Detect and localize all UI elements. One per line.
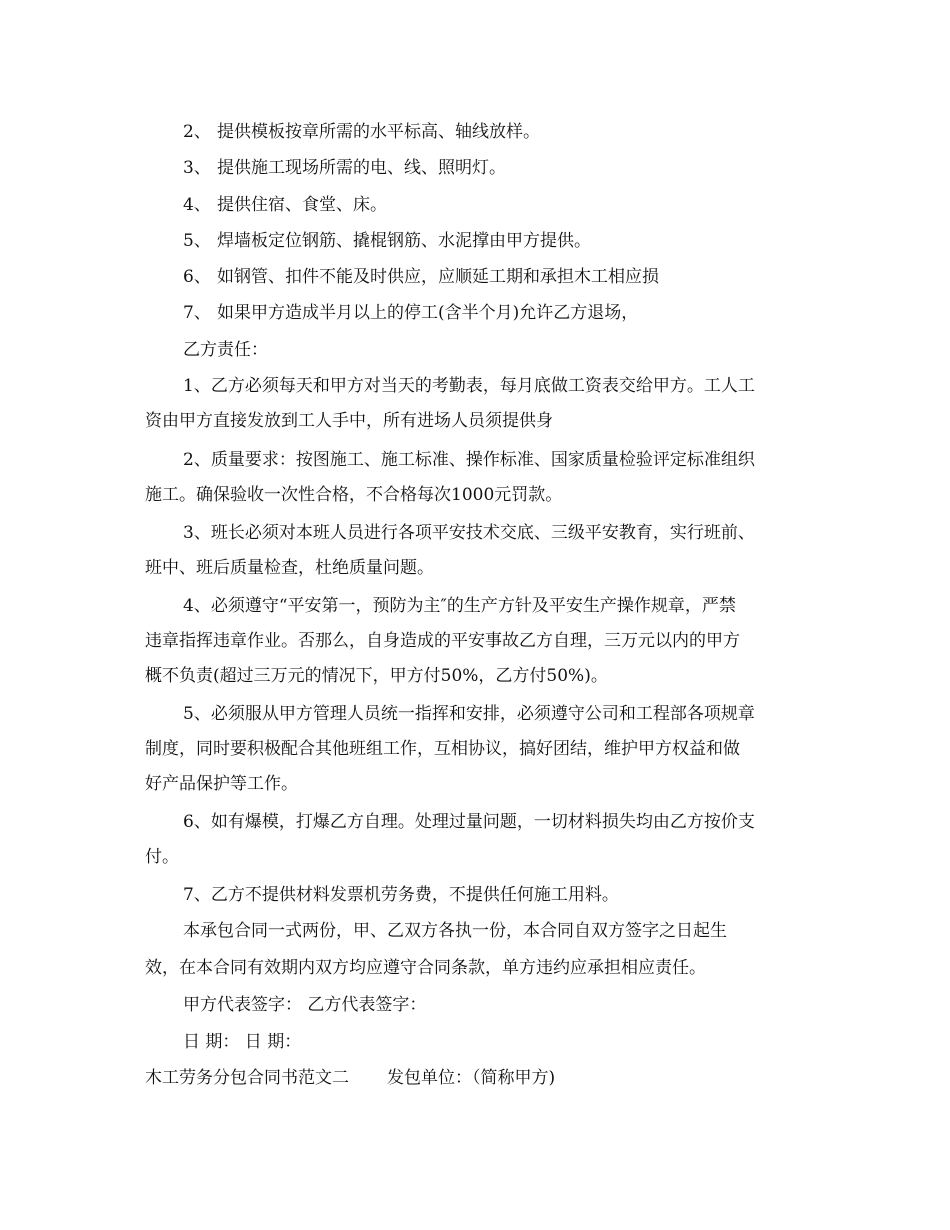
party-b-item-line: 6、如有爆模，打爆乙方自理。处理过量问题，一切材料损失均由乙方按价支 [183,812,755,832]
party-b-item-line: 班中、班后质量检查，杜绝质量问题。 [145,558,434,578]
party-b-item-line: 3、班长必须对本班人员进行各项平安技术交底、三级平安教育，实行班前、 [183,523,755,543]
provision-text: 提供模板按章所需的水平标高、轴线放样。 [217,122,540,142]
party-b-item-line: 1、乙方必须每天和甲方对当天的考勤表，每月底做工资表交给甲方。工人工 [183,376,755,396]
party-b-item-line: 4、必须遵守“平安第一，预防为主″的生产方针及平安生产操作规章，严禁 [183,596,736,616]
next-contract-title: 木工劳务分包合同书范文二 [145,1068,349,1088]
next-contract-line [145,1067,555,1089]
signature-line: 甲方代表签字： 乙方代表签字： [183,995,427,1015]
party-b-item-line: 制度，同时要积极配合其他班组工作，互相协议，搞好团结，维护甲方权益和做 [145,739,740,759]
section-heading: 乙方责任： [183,340,268,360]
party-b-item-line: 好产品保护等工作。 [145,774,298,794]
provision-item [183,121,540,143]
party-b-item-line: 7、乙方不提供材料发票机劳务费，不提供任何施工用料。 [183,885,619,905]
provision-item [183,302,638,324]
party-b-item-line: 违章指挥违章作业。否那么，自身造成的平安事故乙方自理，三万元以内的甲方 [145,631,740,651]
provision-item [183,194,387,216]
party-b-item-line: 资由甲方直接发放到工人手中，所有进场人员须提供身 [145,411,553,431]
date-line: 日 期： 日 期： [183,1032,302,1052]
closing-line: 本承包合同一式两份，甲、乙双方各执一份，本合同自双方签字之日起生 [183,921,727,941]
provision-text: 提供住宿、食堂、床。 [217,195,387,215]
closing-line: 效，在本合同有效期内双方均应遵守合同条款，单方违约应承担相应责任。 [145,958,706,978]
provision-text: 提供施工现场所需的电、线、照明灯。 [217,158,506,178]
provision-number: 6、 [183,267,211,287]
provision-text: 如钢管、扣件不能及时供应，应顺延工期和承担木工相应损 [217,267,659,287]
party-b-item-line: 施工。确保验收一次性合格，不合格每次1000元罚款。 [145,485,563,505]
provision-number: 4、 [183,195,211,215]
provision-number: 7、 [183,303,211,323]
provision-number: 3、 [183,158,211,178]
party-b-item-line: 付。 [145,847,179,867]
next-contract-party: 发包单位：（简称甲方) [387,1068,556,1088]
provision-number: 5、 [183,231,211,251]
provision-item [183,266,659,288]
party-b-item-line: 5、必须服从甲方管理人员统一指挥和安排，必须遵守公司和工程部各项规章 [183,704,755,724]
party-b-item-line: 2、质量要求：按图施工、施工标准、操作标准、国家质量检验评定标准组织 [183,450,755,470]
party-b-item-line: 概不负责(超过三万元的情况下，甲方付50%，乙方付50%)。 [145,666,608,686]
provision-item [183,230,591,252]
provision-text: 如果甲方造成半月以上的停工(含半个月)允许乙方退场， [217,303,639,323]
provision-text: 焊墙板定位钢筋、撬棍钢筋、水泥撑由甲方提供。 [217,231,591,251]
provision-item [183,157,506,179]
provision-number: 2、 [183,122,211,142]
